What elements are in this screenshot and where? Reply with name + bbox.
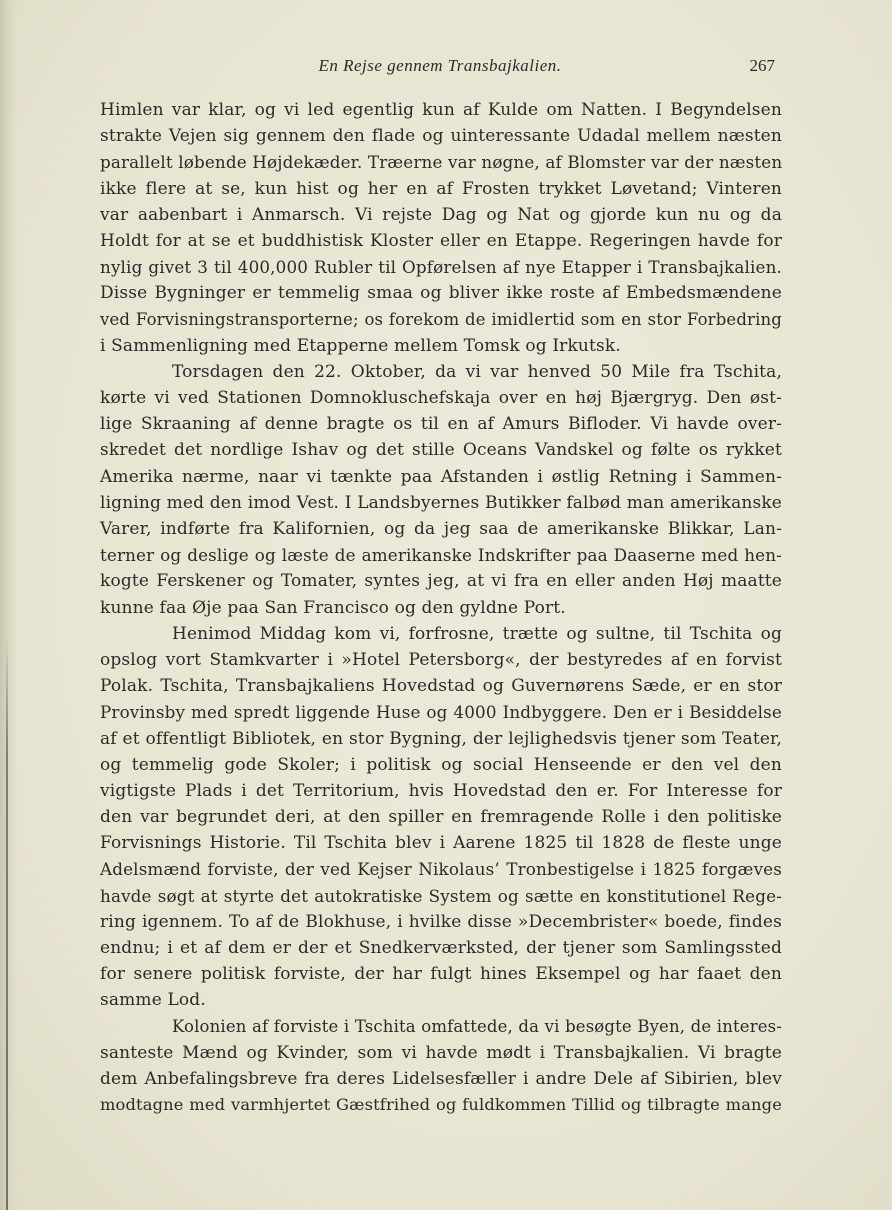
paragraph-start-line: Henimod Middag kom vi, forfrosne, trætte og sultne, til Tschita og [172,623,782,644]
text-line: modtagne med varmhjertet Gæstfrihed og fuldkommen Tillid og tilbragte mange [100,1095,782,1115]
text-line: havde søgt at styrte det autokratiske System og sætte en konstitutionel Rege- [100,885,782,906]
text-line: Provinsby med spredt liggende Huse og 4000 Indbyggere. Den er i Besiddelse [100,702,782,723]
paragraph-start-line: Kolonien af forviste i Tschita omfattede, da vi besøgte Byen, de interes- [172,1016,782,1036]
text-line: parallelt løbende Højdekæder. Træerne var nøgne, af Blomster var der næsten [100,152,783,173]
text-line: lige Skraaning af denne bragte os til en af Amurs Bifloder. Vi havde over- [100,414,782,435]
text-line: Polak. Tschita, Transbajkaliens Hovedstad og Guvernørens Sæde, er en stor [100,676,782,697]
text-line: Holdt for at se et buddhistisk Kloster eller en Etappe. Regeringen havde for [100,230,782,251]
text-line: den var begrundet deri, at den spiller en fremragende Rolle i den politiske [100,807,782,828]
running-title: En Rejse gennem Transbajkalien. [318,56,562,75]
text-line: var aabenbart i Anmarsch. Vi rejste Dag og Nat og gjorde kun nu og da [100,204,782,225]
text-line: Disse Bygninger er temmelig smaa og bliver ikke roste af Embedsmændene [100,283,782,304]
text-line: ved Forvisningstransporterne; os forekom de imidlertid som en stor Forbedring [100,309,782,329]
text-line: Adelsmænd forviste, der ved Kejser Nikolaus’ Tronbestigelse i 1825 forgæves [100,859,782,880]
text-line: for senere politisk forviste, der har fulgt hines Eksempel og har faaet den [100,964,782,985]
text-line: ikke flere at se, kun hist og her en af Frosten trykket Løvetand; Vinteren [100,178,782,199]
body-text [100,97,782,1118]
text-line: strakte Vejen sig gennem den flade og uinteressante Udadal mellem næsten [100,126,782,147]
text-line: ring igennem. To af de Blokhuse, i hvilke disse »Decembrister« boede, findes [100,911,782,932]
text-line: Varer, indførte fra Kalifornien, og da jeg saa de amerikanske Blikkar, Lan- [100,519,782,539]
binding-edge-line [6,640,8,1210]
text-line: Forvisnings Historie. Til Tschita blev i Aarene 1825 til 1828 de fleste unge [100,833,782,854]
text-line: i Sammenligning med Etapperne mellem Tomsk og Irkutsk. [100,335,621,356]
text-line: kunne faa Øje paa San Francisco og den gyldne Port. [100,597,566,618]
text-line: vigtigste Plads i det Territorium, hvis Hovedstad den er. For Interesse for [100,780,782,801]
running-header [100,56,780,80]
text-line: endnu; i et af dem er der et Snedkerværksted, der tjener som Samlingssted [100,938,782,958]
page-number: 267 [749,56,775,75]
text-line: santeste Mænd og Kvinder, som vi havde mødt i Transbajkalien. Vi bragte [100,1042,782,1063]
text-line: kørte vi ved Stationen Domnokluschefskaja over en høj Bjærgryg. Den øst- [100,388,782,409]
text-line: af et offentligt Bibliotek, en stor Bygning, der lejlighedsvis tjener som Teater, [100,728,782,749]
text-line: Himlen var klar, og vi led egentlig kun af Kulde om Natten. I Begyndelsen [100,100,782,120]
binding-shadow [0,0,18,1210]
text-line: Amerika nærme, naar vi tænkte paa Afstanden i østlig Retning i Sammen- [100,466,782,487]
text-line: terner og deslige og læste de amerikanske Indskrifter paa Daaserne med hen- [100,545,782,566]
paragraph-start-line: Torsdagen den 22. Oktober, da vi var henved 50 Mile fra Tschita, [172,361,782,382]
text-line: dem Anbefalingsbreve fra deres Lidelsesfæller i andre Dele af Sibirien, blev [100,1068,782,1089]
text-line: nylig givet 3 til 400,000 Rubler til Opførelsen af nye Etapper i Transbajkalien. [100,257,782,278]
text-line: samme Lod. [100,990,206,1011]
text-line: kogte Ferskener og Tomater, syntes jeg, at vi fra en eller anden Høj maatte [100,571,782,592]
text-line: opslog vort Stamkvarter i »Hotel Petersborg«, der bestyredes af en forvist [100,649,782,670]
text-line: skredet det nordlige Ishav og det stille Oceans Vandskel og følte os rykket [100,440,782,461]
text-line: og temmelig gode Skoler; i politisk og social Henseende er den vel den [100,754,782,775]
text-line: ligning med den imod Vest. I Landsbyernes Butikker falbød man amerikanske [100,492,782,513]
